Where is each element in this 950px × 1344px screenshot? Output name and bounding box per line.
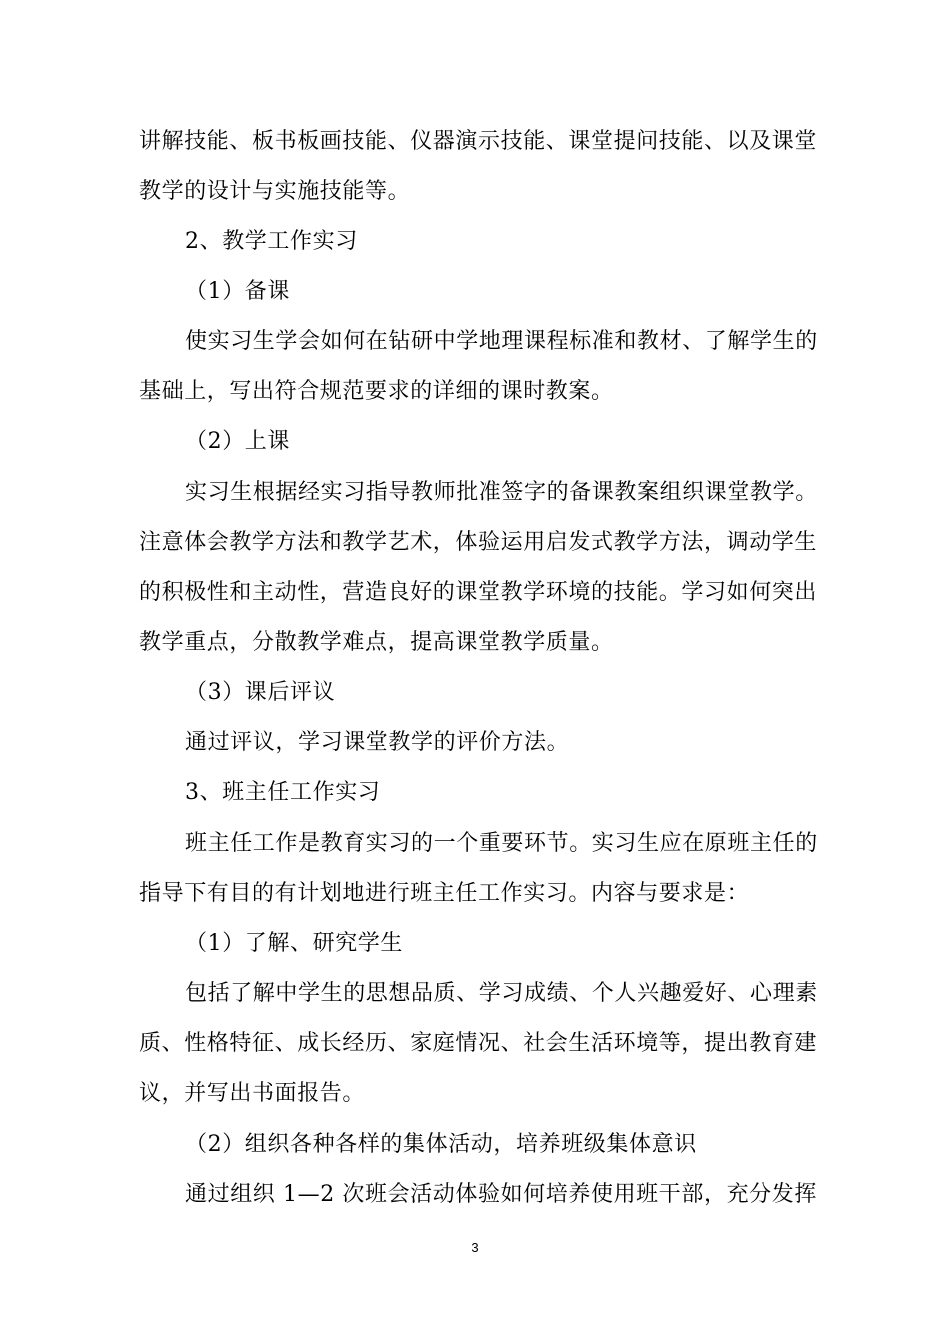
page-number: 3 [471, 1240, 479, 1255]
paragraph-line: 教学的设计与实施技能等。 [139, 179, 411, 204]
subsection-heading: （2）上课 [185, 429, 290, 454]
paragraph-line: 的积极性和主动性，营造良好的课堂教学环境的技能。学习如何突出 [139, 580, 818, 605]
paragraph-line: 注意体会教学方法和教学艺术，体验运用启发式教学方法，调动学生 [139, 530, 818, 555]
paragraph-line: 班主任工作是教育实习的一个重要环节。实习生应在原班主任的 [185, 831, 818, 856]
subsection-heading: （1）了解、研究学生 [185, 931, 403, 956]
paragraph-line: 教学重点，分散教学难点，提高课堂教学质量。 [139, 630, 614, 655]
subsection-heading: （3）课后评议 [185, 680, 336, 705]
paragraph-line: 通过组织 1—2 次班会活动体验如何培养使用班干部，充分发挥 [185, 1182, 817, 1207]
paragraph-line: 指导下有目的有计划地进行班主任工作实习。内容与要求是： [139, 881, 750, 906]
paragraph-line: 通过评议，学习课堂教学的评价方法。 [185, 730, 570, 755]
subsection-heading: （2）组织各种各样的集体活动，培养班级集体意识 [185, 1132, 697, 1157]
paragraph-line: 包括了解中学生的思想品质、学习成绩、个人兴趣爱好、心理素 [185, 981, 818, 1006]
section-heading: 2、教学工作实习 [185, 229, 358, 254]
paragraph-line: 讲解技能、板书板画技能、仪器演示技能、课堂提问技能、以及课堂 [139, 129, 818, 154]
paragraph-line: 实习生根据经实习指导教师批准签字的备课教案组织课堂教学。 [185, 480, 818, 505]
paragraph-line: 基础上，写出符合规范要求的详细的课时教案。 [139, 379, 614, 404]
section-heading: 3、班主任工作实习 [185, 780, 381, 805]
subsection-heading: （1）备课 [185, 279, 290, 304]
paragraph-line: 使实习生学会如何在钻研中学地理课程标准和教材、了解学生的 [185, 329, 818, 354]
paragraph-line: 质、性格特征、成长经历、家庭情况、社会生活环境等，提出教育建 [139, 1031, 818, 1056]
paragraph-line: 议，并写出书面报告。 [139, 1081, 366, 1106]
